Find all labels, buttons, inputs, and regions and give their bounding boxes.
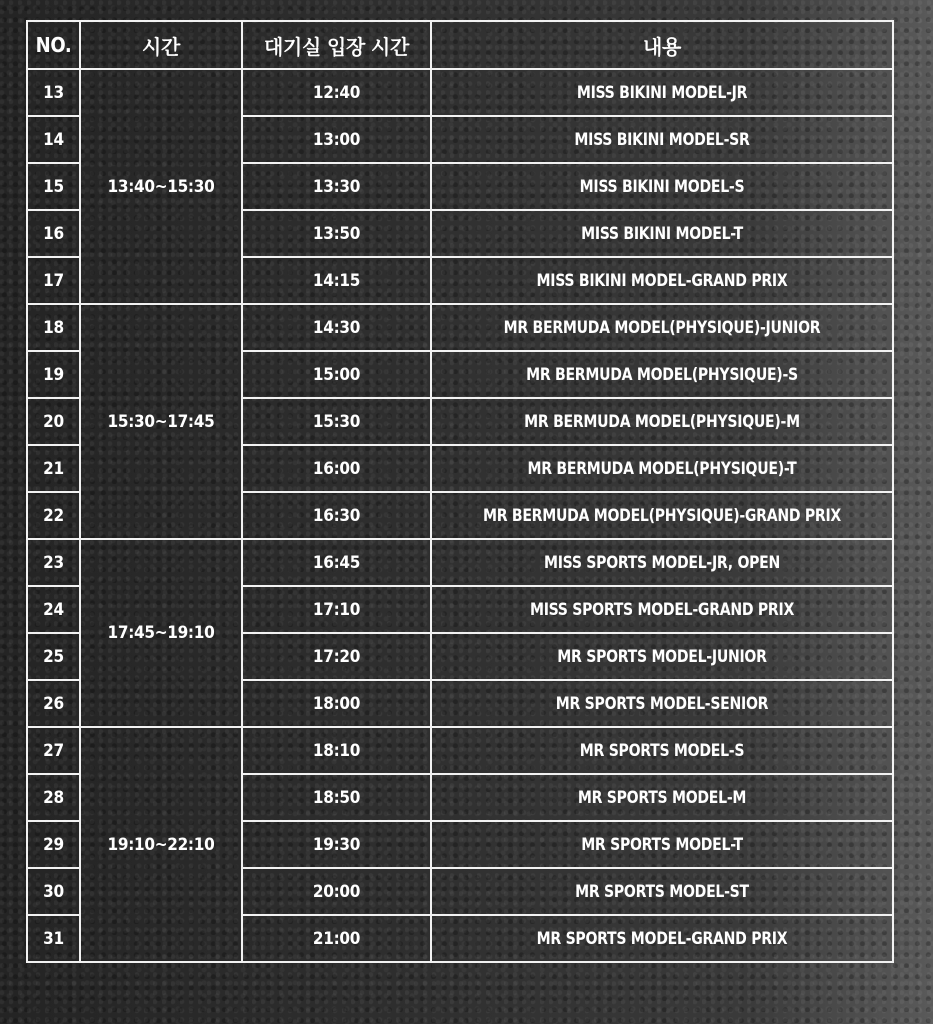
event-content: MR SPORTS MODEL-M [449, 774, 874, 821]
entry-time: 16:45 [242, 539, 431, 586]
event-content: MISS BIKINI MODEL-JR [449, 69, 874, 116]
entry-time: 19:30 [242, 821, 431, 868]
entry-time: 18:00 [242, 680, 431, 727]
row-number: 15 [27, 163, 80, 210]
event-content: MISS SPORTS MODEL-GRAND PRIX [449, 586, 874, 633]
event-content: MR SPORTS MODEL-ST [449, 868, 874, 915]
row-number: 13 [27, 69, 80, 116]
header-time: 시간 [80, 21, 242, 69]
event-content: MR SPORTS MODEL-T [449, 821, 874, 868]
table-row [27, 727, 893, 774]
row-number: 18 [27, 304, 80, 351]
event-content: MR BERMUDA MODEL(PHYSIQUE)-S [449, 351, 874, 398]
row-number: 31 [27, 915, 80, 962]
time-range-cell: 15:30~17:45 [80, 304, 242, 539]
row-number: 19 [27, 351, 80, 398]
row-number: 29 [27, 821, 80, 868]
schedule-body [27, 69, 893, 962]
row-number: 23 [27, 539, 80, 586]
time-range-cell: 19:10~22:10 [80, 727, 242, 962]
entry-time: 13:50 [242, 210, 431, 257]
row-number: 14 [27, 116, 80, 163]
schedule-container [26, 20, 892, 963]
row-number: 16 [27, 210, 80, 257]
event-content: MR BERMUDA MODEL(PHYSIQUE)-M [449, 398, 874, 445]
row-number: 24 [27, 586, 80, 633]
row-number: 27 [27, 727, 80, 774]
header-content: 내용 [431, 21, 893, 69]
event-content: MISS BIKINI MODEL-S [449, 163, 874, 210]
entry-time: 20:00 [242, 868, 431, 915]
row-number: 28 [27, 774, 80, 821]
row-number: 17 [27, 257, 80, 304]
time-range-cell: 13:40~15:30 [80, 69, 242, 304]
table-row [27, 539, 893, 586]
entry-time: 14:15 [242, 257, 431, 304]
header-no: NO. [27, 21, 80, 69]
entry-time: 17:20 [242, 633, 431, 680]
event-content: MISS SPORTS MODEL-JR, OPEN [449, 539, 874, 586]
entry-time: 18:50 [242, 774, 431, 821]
entry-time: 18:10 [242, 727, 431, 774]
row-number: 20 [27, 398, 80, 445]
row-number: 26 [27, 680, 80, 727]
event-content: MR BERMUDA MODEL(PHYSIQUE)-T [449, 445, 874, 492]
event-content: MISS BIKINI MODEL-GRAND PRIX [449, 257, 874, 304]
event-content: MR SPORTS MODEL-JUNIOR [449, 633, 874, 680]
event-content: MR SPORTS MODEL-SENIOR [449, 680, 874, 727]
schedule-table [26, 20, 894, 963]
header-waiting-room-entry: 대기실 입장 시간 [242, 21, 431, 69]
entry-time: 21:00 [242, 915, 431, 962]
event-content: MR SPORTS MODEL-GRAND PRIX [449, 915, 874, 962]
table-row [27, 69, 893, 116]
row-number: 25 [27, 633, 80, 680]
entry-time: 16:30 [242, 492, 431, 539]
entry-time: 13:00 [242, 116, 431, 163]
entry-time: 15:30 [242, 398, 431, 445]
event-content: MISS BIKINI MODEL-SR [449, 116, 874, 163]
event-content: MR BERMUDA MODEL(PHYSIQUE)-JUNIOR [449, 304, 874, 351]
event-content: MISS BIKINI MODEL-T [449, 210, 874, 257]
row-number: 22 [27, 492, 80, 539]
event-content: MR SPORTS MODEL-S [449, 727, 874, 774]
entry-time: 17:10 [242, 586, 431, 633]
entry-time: 15:00 [242, 351, 431, 398]
entry-time: 14:30 [242, 304, 431, 351]
event-content: MR BERMUDA MODEL(PHYSIQUE)-GRAND PRIX [449, 492, 874, 539]
entry-time: 12:40 [242, 69, 431, 116]
schedule-header [27, 21, 893, 69]
header-row [27, 21, 893, 69]
entry-time: 16:00 [242, 445, 431, 492]
entry-time: 13:30 [242, 163, 431, 210]
row-number: 30 [27, 868, 80, 915]
row-number: 21 [27, 445, 80, 492]
time-range-cell: 17:45~19:10 [80, 539, 242, 727]
table-row [27, 304, 893, 351]
